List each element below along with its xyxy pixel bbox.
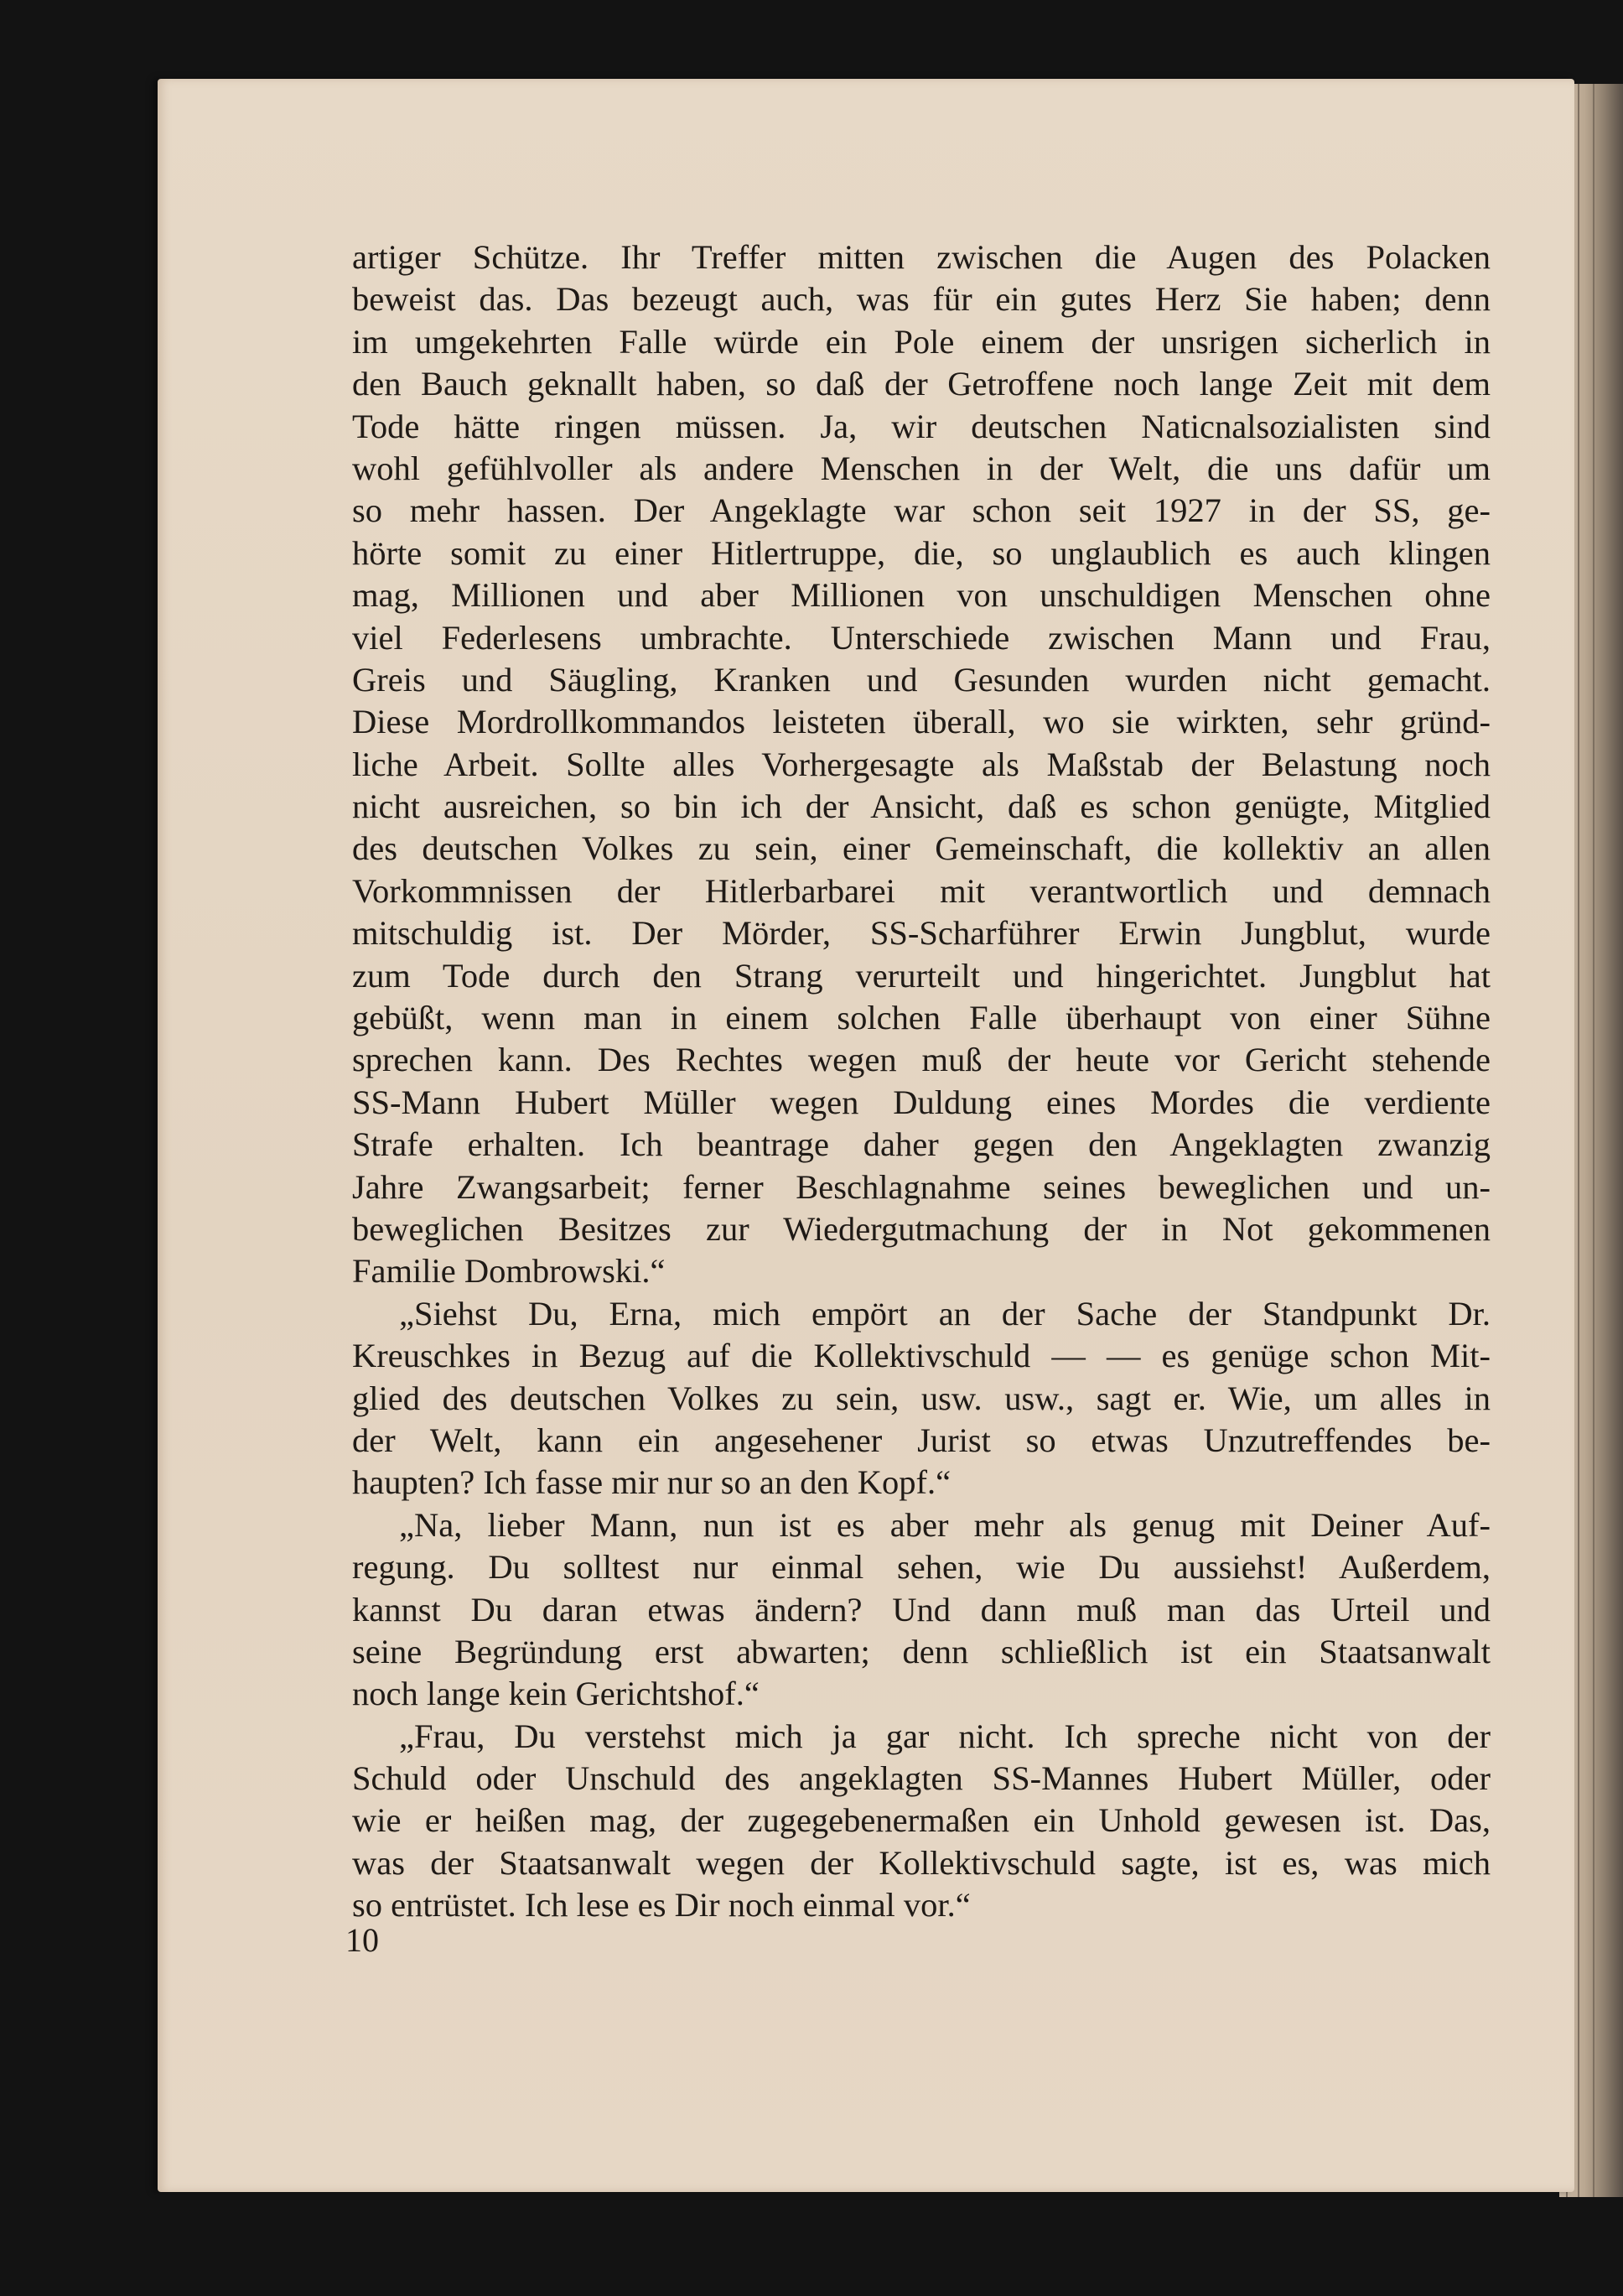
text-line: so mehr hassen. Der Angeklagte war schon seit 1927 in der SS, ge- — [352, 491, 1491, 530]
text-line: so entrüstet. Ich lese es Dir noch einmal vor.“ — [352, 1886, 971, 1925]
text-line: zum Tode durch den Strang verurteilt und hingerichtet. Jungblut hat — [352, 956, 1491, 995]
text-line: Diese Mordrollkommandos leisteten überall, wo sie wirkten, sehr gründ- — [352, 703, 1491, 741]
text-line: Jahre Zwangsarbeit; ferner Beschlagnahme seines beweglichen und un- — [352, 1167, 1491, 1206]
text-line: beweist das. Das bezeugt auch, was für ein gutes Herz Sie haben; denn — [352, 280, 1491, 319]
text-line: den Bauch geknallt haben, so daß der Getroffene noch lange Zeit mit dem — [352, 365, 1491, 403]
text-line: nicht ausreichen, so bin ich der Ansicht, daß es schon genügte, Mitglied — [352, 787, 1491, 826]
text-line: regung. Du solltest nur einmal sehen, wie Du aussiehst! Außerdem, — [352, 1548, 1491, 1587]
text-line: Familie Dombrowski.“ — [352, 1252, 666, 1291]
text-line: Vorkommnissen der Hitlerbarbarei mit verantwortlich und demnach — [352, 871, 1491, 910]
text-line: des deutschen Volkes zu sein, einer Gemeinschaft, die kollektiv an allen — [352, 829, 1491, 868]
text-line: SS-Mann Hubert Müller wegen Duldung eines Mordes die verdiente — [352, 1083, 1491, 1121]
text-line: Tode hätte ringen müssen. Ja, wir deutschen Naticnalsozialisten sind — [352, 407, 1491, 445]
text-line: beweglichen Besitzes zur Wiedergutmachung der in Not gekommenen — [352, 1209, 1491, 1248]
text-line: glied des deutschen Volkes zu sein, usw. usw., sagt er. Wie, um alles in — [352, 1379, 1491, 1417]
text-line: artiger Schütze. Ihr Treffer mitten zwischen die Augen des Polacken — [352, 238, 1491, 276]
text-line: „Frau, Du verstehst mich ja gar nicht. Ich spreche nicht von der — [399, 1717, 1491, 1755]
page-edge-line — [1578, 84, 1579, 2197]
text-line: mitschuldig ist. Der Mörder, SS-Scharführer Erwin Jungblut, wurde — [352, 914, 1491, 953]
text-line: viel Federlesens umbrachte. Unterschiede zwischen Mann und Frau, — [352, 618, 1491, 657]
text-line: hörte somit zu einer Hitlertruppe, die, so unglaublich es auch klingen — [352, 533, 1491, 572]
page-text-body — [352, 236, 1491, 1927]
text-line: gebüßt, wenn man in einem solchen Falle überhaupt von einer Sühne — [352, 999, 1491, 1037]
text-line: kannst Du daran etwas ändern? Und dann muß man das Urteil und — [352, 1590, 1491, 1628]
text-line: im umgekehrten Falle würde ein Pole einem der unsrigen sicherlich in — [352, 322, 1491, 361]
text-line: Strafe erhalten. Ich beantrage daher gegen den Angeklagten zwanzig — [352, 1125, 1491, 1164]
text-line: „Na, lieber Mann, nun ist es aber mehr als genug mit Deiner Auf- — [399, 1505, 1491, 1544]
text-line: sprechen kann. Des Rechtes wegen muß der heute vor Gericht stehende — [352, 1041, 1491, 1079]
text-line: was der Staatsanwalt wegen der Kollektivschuld sagte, ist es, was mich — [352, 1843, 1491, 1882]
text-line: wie er heißen mag, der zugegebenermaßen ein Unhold gewesen ist. Das, — [352, 1801, 1491, 1840]
text-line: mag, Millionen und aber Millionen von unschuldigen Menschen ohne — [352, 576, 1491, 615]
text-line: „Siehst Du, Erna, mich empört an der Sache der Standpunkt Dr. — [399, 1294, 1491, 1332]
text-line: seine Begründung erst abwarten; denn schließlich ist ein Staatsanwalt — [352, 1632, 1491, 1670]
page-edge-line — [1593, 84, 1594, 2197]
text-line: der Welt, kann ein angesehener Jurist so etwas Unzutreffendes be- — [352, 1421, 1491, 1459]
text-line: wohl gefühlvoller als andere Menschen in der Welt, die uns dafür um — [352, 449, 1491, 487]
text-line: noch lange kein Gerichtshof.“ — [352, 1675, 760, 1713]
page-number: 10 — [345, 1921, 379, 1959]
text-line: liche Arbeit. Sollte alles Vorhergesagte als Maßstab der Belastung noch — [352, 745, 1491, 783]
text-line: haupten? Ich fasse mir nur so an den Kopf.“ — [352, 1463, 952, 1502]
text-line: Schuld oder Unschuld des angeklagten SS-Mannes Hubert Müller, oder — [352, 1759, 1491, 1798]
text-line: Kreuschkes in Bezug auf die Kollektivschuld — — es genüge schon Mit- — [352, 1337, 1491, 1375]
text-line: Greis und Säugling, Kranken und Gesunden wurden nicht gemacht. — [352, 660, 1491, 699]
